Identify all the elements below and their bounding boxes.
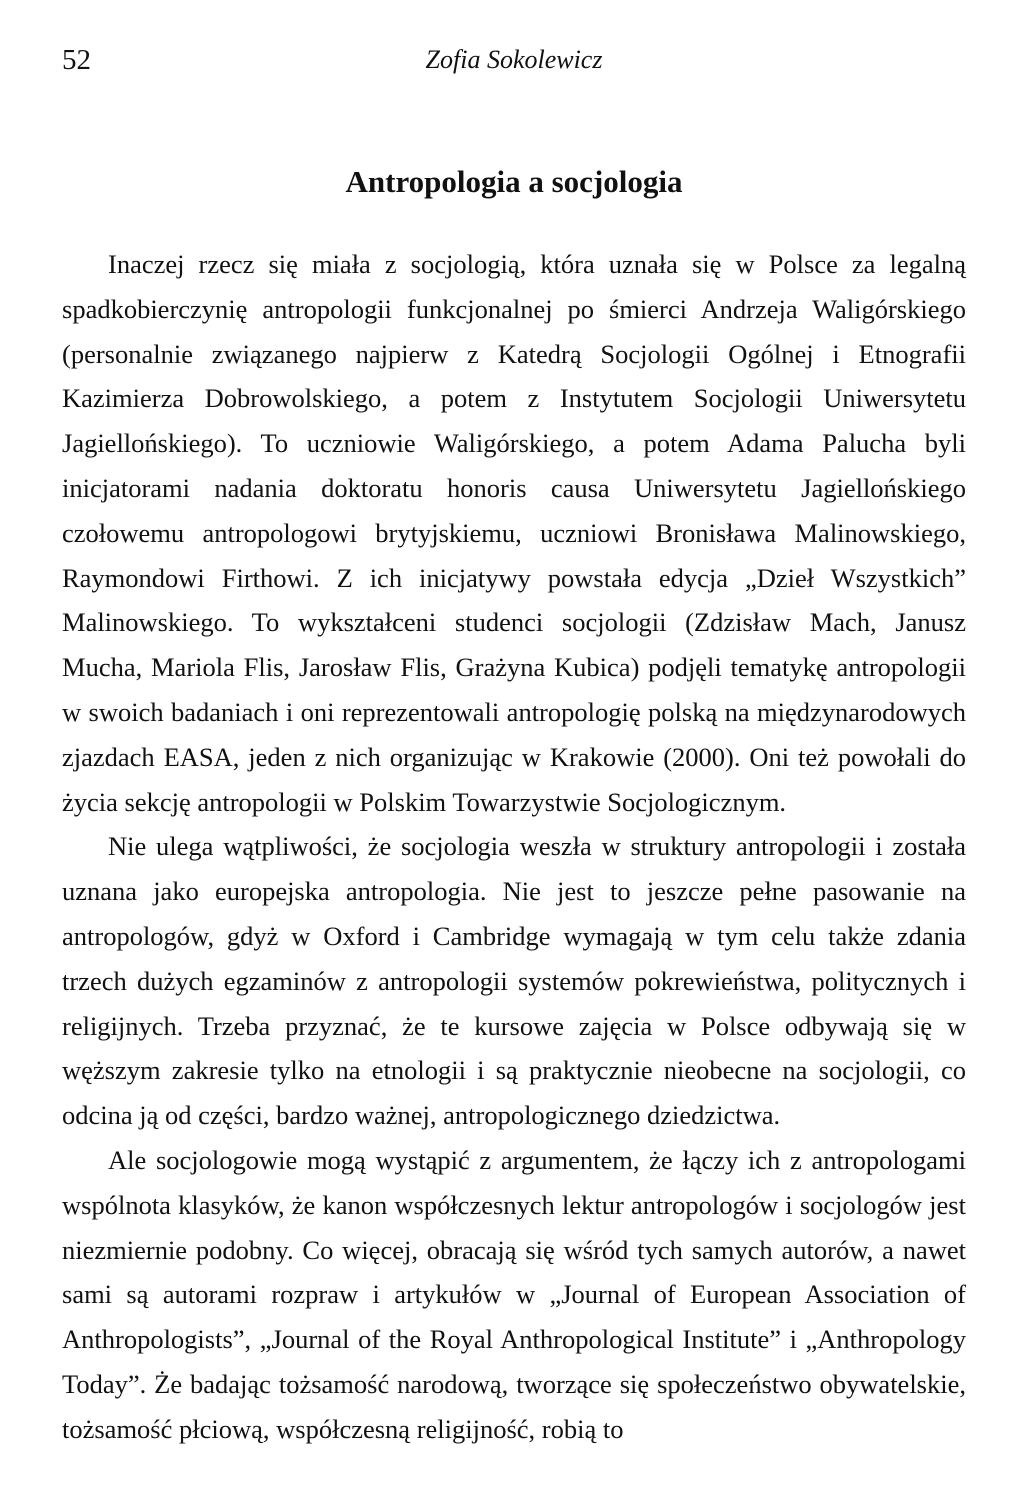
section-title: Antropologia a socjologia xyxy=(345,164,683,199)
running-header xyxy=(62,40,966,80)
page-number: 52 xyxy=(62,44,91,76)
body-text xyxy=(62,242,966,1452)
running-author: Zofia Sokolewicz xyxy=(425,45,603,74)
paragraph-3: Ale socjologowie mogą wystąpić z argumentem, że łączy ich z antropologami wspólnota klasyków, że kanon współczesnych lektur antropologów i socjologów jest niezmiernie podobny. Co więcej, obracają się wśród tych samych autorów, a nawet sami są autorami rozpraw i artykułów w „Journal of European Association of Anthropologists”, „Journal of the Royal Anthropological Institute” i „Anthropology Today”. Że badając tożsamość narodową, tworzące się społeczeństwo obywatelskie, tożsamość płciową, współczesną religijność, robią to xyxy=(62,1144,966,1444)
paragraph-2: Nie ulega wątpliwości, że socjologia weszła w struktury antropologii i została uznana jako europejska antropologia. Nie jest to jeszcze pełne pasowanie na antropologów, gdyż w Oxford i Cambridge wymagają w tym celu także zdania trzech dużych egzaminów z antropologii systemów pokrewieństwa, politycznych i religijnych. Trzeba przyznać, że te kursowe zajęcia w Polsce odbywają się w węższym zakresie tylko na etnologii i są praktycznie nieobecne na socjologii, co odcina ją od części, bardzo ważnej, antropologicznego dziedzictwa. xyxy=(62,831,966,1131)
paragraph-1: Inaczej rzecz się miała z socjologią, która uznała się w Polsce za legalną spadkobierczynię antropologii funkcjonalnej po śmierci Andrzeja Waligórskiego (personalnie związanego najpierw z Katedrą Socjologii Ogólnej i Etnografii Kazimierza Dobrowolskiego, a potem z Instytutem Socjologii Uniwersytetu Jagiellońskiego). To uczniowie Waligórskiego, a potem Adama Palucha byli inicjatorami nadania doktoratu honoris causa Uniwersytetu Jagiellońskiego czołowemu antropologowi brytyjskiemu, uczniowi Bronisława Malinowskiego, Raymondowi Firthowi. Z ich inicjatywy powstała edycja „Dzieł Wszystkich” Malinowskiego. To wykształceni studenci socjologii (Zdzisław Mach, Janusz Mucha, Mariola Flis, Jarosław Flis, Grażyna Kubica) podjęli tematykę antropologii w swoich badaniach i oni reprezentowali antropologię polską na międzynarodowych zjazdach EASA, jeden z nich organizując w Krakowie (2000). Oni też powołali do życia sekcję antropologii w Polskim Towarzystwie Socjologicznym. xyxy=(62,249,966,817)
